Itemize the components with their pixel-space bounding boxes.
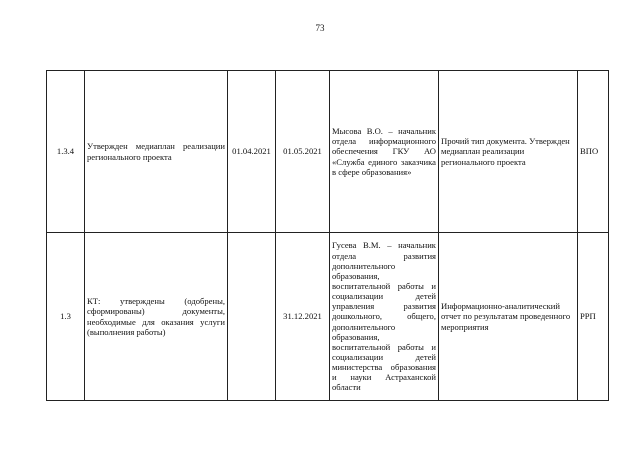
item-number: 1.3 [47, 233, 85, 401]
start-date [228, 233, 276, 401]
result-document: Информационно-аналитический отчет по результатам проведенного мероприятия [439, 233, 578, 401]
responsible-person: Мысова В.О. – начальник отдела информационного обеспечения ГКУ АО «Служба единого заказчика в сфере образования» [330, 71, 439, 233]
page-number: 73 [315, 23, 325, 33]
control-level: ВПО [578, 71, 609, 233]
project-plan-table [46, 70, 609, 401]
table-row [47, 71, 609, 233]
item-number: 1.3.4 [47, 71, 85, 233]
responsible-person: Гусева В.М. – начальник отдела развития дополнительного образования, воспитательной работы и социализации детей управления развития дошкольного, общего, дополнительного образования, воспитательной работы и социализации детей министерства образования и науки Астраханской области [330, 233, 439, 401]
table-row [47, 233, 609, 401]
item-name: КТ: утверждены (одобрены, сформированы) документы, необходимые для оказания услуги (выполнения работы) [85, 233, 228, 401]
end-date: 01.05.2021 [276, 71, 330, 233]
control-level: РРП [578, 233, 609, 401]
result-document: Прочий тип документа. Утвержден медиаплан реализации регионального проекта [439, 71, 578, 233]
start-date: 01.04.2021 [228, 71, 276, 233]
end-date: 31.12.2021 [276, 233, 330, 401]
item-name: Утвержден медиаплан реализации регионального проекта [85, 71, 228, 233]
